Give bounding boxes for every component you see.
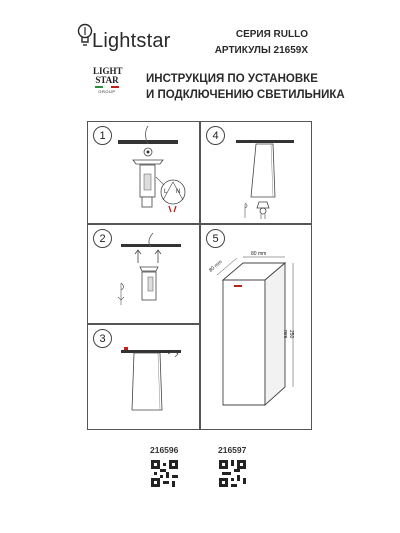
step-number-3: 3 [93, 329, 112, 348]
step1-illustration [88, 122, 201, 225]
lightbulb-logo-icon [77, 23, 93, 49]
dimension-depth: 80 mm [208, 259, 224, 274]
step-panel-1 [87, 121, 200, 224]
light-star-group-logo [93, 67, 121, 107]
group-logo-line2: STAR [95, 75, 119, 85]
step-number-1: 1 [93, 126, 112, 145]
step2-illustration [88, 225, 201, 325]
series-block [215, 27, 308, 59]
dimension-width: 80 mm [251, 251, 267, 257]
step-panel-3 [87, 324, 200, 430]
step-number-4: 4 [206, 126, 225, 145]
step-panel-4 [200, 121, 312, 224]
flag-stripe [95, 86, 119, 88]
step3-illustration [88, 325, 201, 431]
instruction-title-line2: И ПОДКЛЮЧЕНИЮ СВЕТИЛЬНИКА [146, 89, 345, 101]
dimension-height: 250 mm [282, 330, 294, 339]
step-number-5: 5 [206, 229, 225, 248]
step-panel-5 [200, 224, 312, 430]
brand-name: Lightstar [92, 30, 171, 52]
step-panel-2 [87, 224, 200, 324]
qr-code-icon [151, 460, 178, 487]
qr-code-icon [219, 460, 246, 487]
group-logo-line3: GROUP [98, 88, 116, 94]
wire-label-live: L [164, 189, 168, 195]
step-number-2: 2 [93, 229, 112, 248]
article-code-216597: 216597 [218, 445, 247, 455]
instruction-title-line1: ИНСТРУКЦИЯ ПО УСТАНОВКЕ [146, 73, 318, 85]
group-logo-line1: LIGHT [93, 66, 123, 76]
series-label: СЕРИЯ RULLO [235, 29, 308, 40]
step4-illustration [201, 122, 313, 225]
wire-label-neutral: N [176, 189, 181, 195]
instruction-title [146, 71, 345, 103]
articles-label: АРТИКУЛЫ 21659X [214, 45, 308, 56]
article-code-216596: 216596 [150, 445, 179, 455]
